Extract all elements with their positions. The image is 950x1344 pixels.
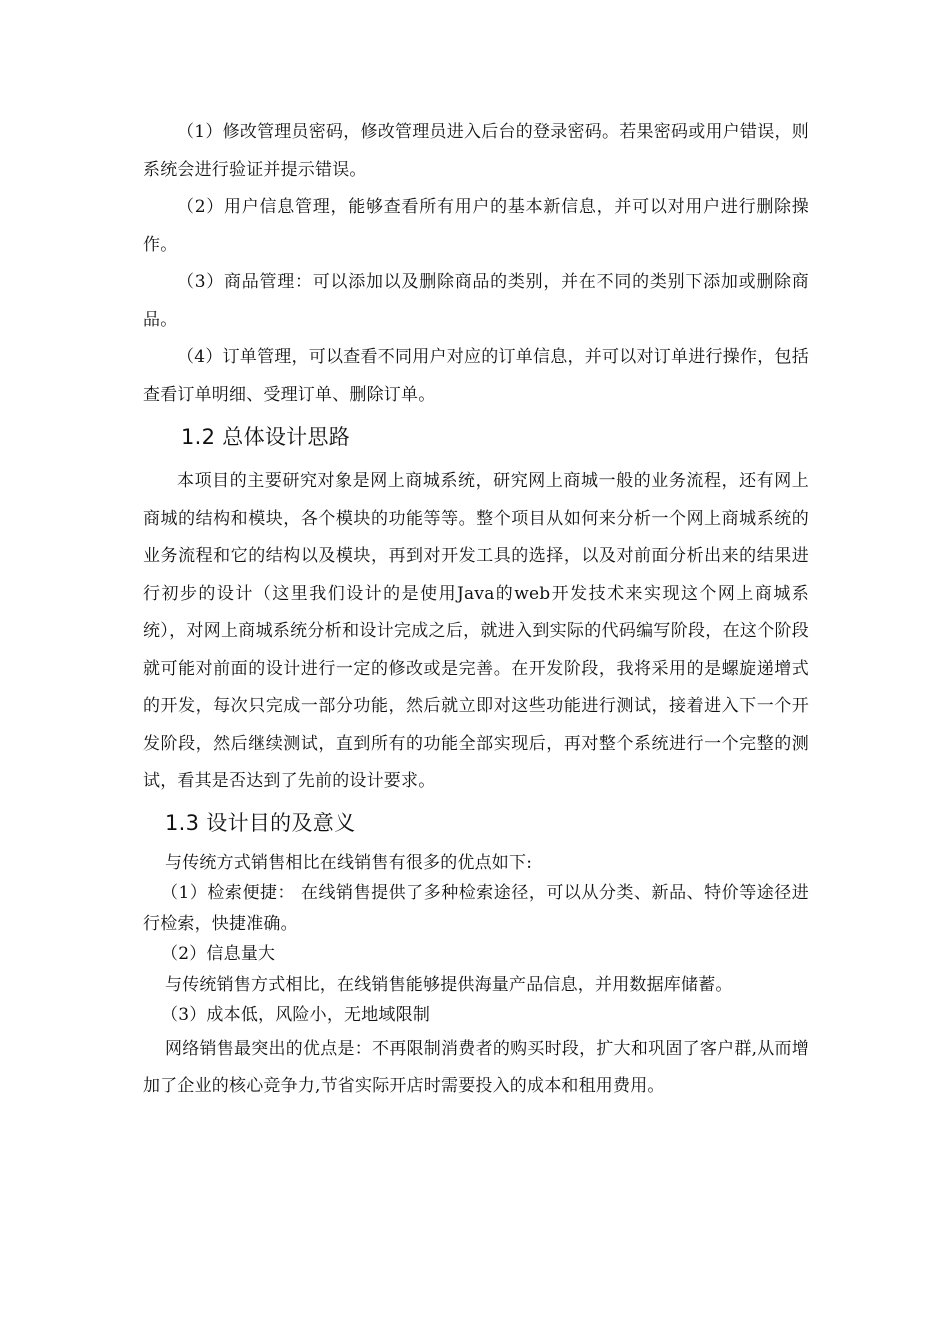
purpose-block: [143, 848, 809, 1106]
page-content: [143, 114, 809, 1106]
item-product-management: （3）商品管理：可以添加以及删除商品的类别，并在不同的类别下添加或删除商品。: [143, 272, 809, 330]
section-heading-overall-design: 1.2 总体设计思路: [181, 425, 351, 449]
point-low-cost-body: 网络销售最突出的优点是：不再限制消费者的购买时段，扩大和巩固了客户群,从而增加了企业的核心竞争力,节省实际开店时需要投入的成本和租用费用。: [143, 1038, 809, 1096]
point-large-info-title: （2）信息量大: [161, 944, 276, 964]
point-large-info-body: 与传统销售方式相比，在线销售能够提供海量产品信息，并用数据库储蓄。: [165, 974, 733, 995]
point-low-cost-title: （3）成本低，风险小，无地域限制: [161, 1005, 431, 1025]
section-heading-purpose-significance: 1.3 设计目的及意义: [165, 810, 356, 835]
item-user-info-management: （2）用户信息管理，能够查看所有用户的基本新信息，并可以对用户进行删除操作。: [143, 197, 809, 255]
item-change-admin-password: （1）修改管理员密码，修改管理员进入后台的登录密码。若果密码或用户错误，则系统会进行验证并提示错误。: [143, 122, 809, 180]
overall-design-paragraph: 本项目的主要研究对象是网上商城系统，研究网上商城一般的业务流程，还有网上商城的结构和模块，各个模块的功能等等。整个项目从如何来分析一个网上商城系统的业务流程和它的结构以及模块，再到对开发工具的选择，以及对前面分析出来的结果进行初步的设计（这里我们设计的是使用Java的web开发技术来实现这个网上商城系统），对网上商城系统分析和设计完成之后，就进入到实际的代码编写阶段，在这个阶段就可能对前面的设计进行一定的修改或是完善。在开发阶段，我将采用的是螺旋递增式的开发，每次只完成一部分功能，然后就立即对这些功能进行测试，接着进入下一个开发阶段，然后继续测试，直到所有的功能全部实现后，再对整个系统进行一个完整的测试，看其是否达到了先前的设计要求。: [143, 471, 809, 791]
purpose-intro: 与传统方式销售相比在线销售有很多的优点如下:: [165, 852, 533, 873]
point-convenient-search: （1）检索便捷： 在线销售提供了多种检索途径，可以从分类、新品、特价等途径进行检索，快捷准确。: [143, 883, 809, 934]
item-order-management: （4）订单管理，可以查看不同用户对应的订单信息，并可以对订单进行操作，包括查看订单明细、受理订单、删除订单。: [143, 347, 809, 405]
